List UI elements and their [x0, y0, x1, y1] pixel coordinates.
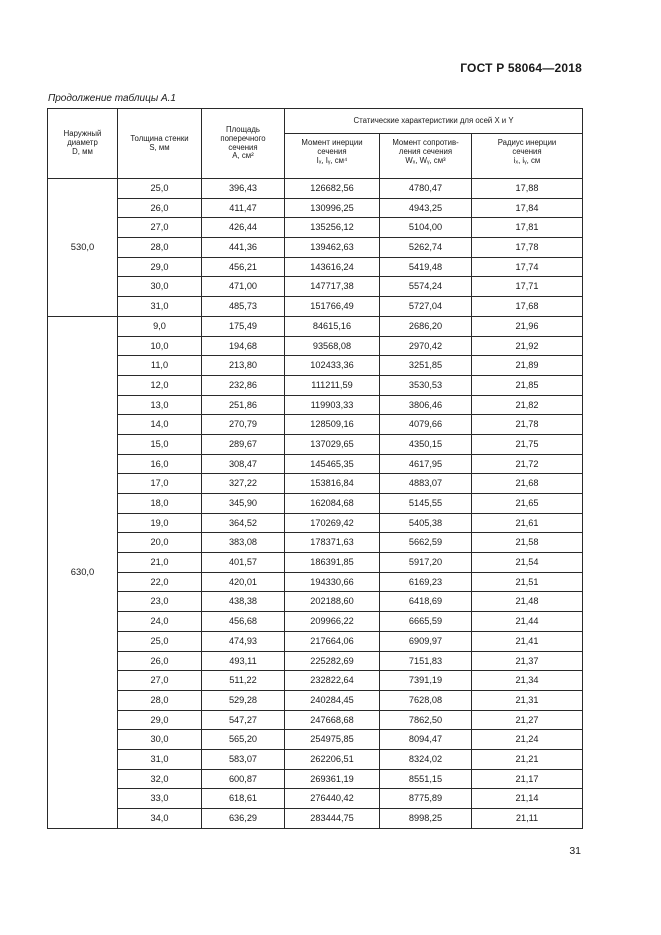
table-row [48, 612, 583, 632]
radius-cell: 21,65 [472, 494, 583, 514]
moment-cell: 4943,25 [380, 198, 472, 218]
area-cell: 364,52 [202, 513, 285, 533]
table-row [48, 671, 583, 691]
thickness-cell: 24,0 [118, 612, 202, 632]
thickness-cell: 22,0 [118, 572, 202, 592]
table-header [48, 109, 583, 179]
area-cell: 289,67 [202, 434, 285, 454]
moment-cell: 5662,59 [380, 533, 472, 553]
area-cell: 270,79 [202, 415, 285, 435]
moment-cell: 6169,23 [380, 572, 472, 592]
inertia-cell: 153816,84 [285, 474, 380, 494]
inertia-cell: 276440,42 [285, 789, 380, 809]
radius-cell: 21,37 [472, 651, 583, 671]
area-cell: 232,86 [202, 375, 285, 395]
radius-cell: 17,74 [472, 257, 583, 277]
inertia-cell: 202188,60 [285, 592, 380, 612]
header-inertia-line3: Iₓ, Iᵧ, см⁴ [316, 155, 348, 165]
area-cell: 411,47 [202, 198, 285, 218]
thickness-cell: 23,0 [118, 592, 202, 612]
moment-cell: 7862,50 [380, 710, 472, 730]
inertia-cell: 143616,24 [285, 257, 380, 277]
area-cell: 426,44 [202, 218, 285, 238]
moment-cell: 5727,04 [380, 297, 472, 317]
header-area-line1: Площадь [226, 124, 260, 134]
header-group-static: Статические характеристики для осей X и Y [285, 109, 583, 134]
table-row [48, 297, 583, 317]
area-cell: 383,08 [202, 533, 285, 553]
header-radius [472, 134, 583, 179]
radius-cell: 21,89 [472, 356, 583, 376]
thickness-cell: 20,0 [118, 533, 202, 553]
table-row [48, 356, 583, 376]
moment-cell: 5574,24 [380, 277, 472, 297]
area-cell: 441,36 [202, 238, 285, 258]
inertia-cell: 194330,66 [285, 572, 380, 592]
radius-cell: 17,71 [472, 277, 583, 297]
area-cell: 636,29 [202, 809, 285, 829]
diameter-cell: 530,0 [48, 179, 118, 317]
area-cell: 345,90 [202, 494, 285, 514]
thickness-cell: 26,0 [118, 198, 202, 218]
thickness-cell: 28,0 [118, 238, 202, 258]
header-thickness-line2: S, мм [149, 142, 170, 152]
header-area-line2: поперечного [220, 133, 266, 143]
table-body [48, 179, 583, 829]
header-moment-line1: Момент сопротив- [392, 138, 459, 147]
area-cell: 251,86 [202, 395, 285, 415]
moment-cell: 8324,02 [380, 749, 472, 769]
table-row [48, 375, 583, 395]
inertia-cell: 178371,63 [285, 533, 380, 553]
moment-cell: 7151,83 [380, 651, 472, 671]
radius-cell: 21,96 [472, 316, 583, 336]
thickness-cell: 12,0 [118, 375, 202, 395]
thickness-cell: 30,0 [118, 730, 202, 750]
area-cell: 456,21 [202, 257, 285, 277]
radius-cell: 21,24 [472, 730, 583, 750]
header-diameter-line1: Наружный [63, 129, 102, 139]
inertia-cell: 247668,68 [285, 710, 380, 730]
moment-cell: 8775,89 [380, 789, 472, 809]
radius-cell: 17,78 [472, 238, 583, 258]
moment-cell: 3530,53 [380, 375, 472, 395]
header-inertia-line1: Момент инерции [301, 138, 363, 147]
moment-cell: 8998,25 [380, 809, 472, 829]
area-cell: 565,20 [202, 730, 285, 750]
inertia-cell: 209966,22 [285, 612, 380, 632]
area-cell: 529,28 [202, 690, 285, 710]
inertia-cell: 225282,69 [285, 651, 380, 671]
moment-cell: 2686,20 [380, 316, 472, 336]
radius-cell: 21,11 [472, 809, 583, 829]
radius-cell: 21,27 [472, 710, 583, 730]
inertia-cell: 217664,06 [285, 631, 380, 651]
moment-cell: 3251,85 [380, 356, 472, 376]
page-number: 31 [569, 845, 581, 857]
inertia-cell: 162084,68 [285, 494, 380, 514]
header-area [202, 109, 285, 179]
table-row [48, 336, 583, 356]
document-id: ГОСТ Р 58064—2018 [460, 61, 582, 75]
inertia-cell: 111211,59 [285, 375, 380, 395]
radius-cell: 21,58 [472, 533, 583, 553]
thickness-cell: 27,0 [118, 671, 202, 691]
moment-cell: 5262,74 [380, 238, 472, 258]
inertia-cell: 130996,25 [285, 198, 380, 218]
table-row [48, 631, 583, 651]
inertia-cell: 147717,38 [285, 277, 380, 297]
radius-cell: 17,84 [472, 198, 583, 218]
area-cell: 493,11 [202, 651, 285, 671]
table-row [48, 749, 583, 769]
area-cell: 194,68 [202, 336, 285, 356]
table-row [48, 238, 583, 258]
table-row [48, 572, 583, 592]
header-thickness [118, 109, 202, 179]
moment-cell: 8094,47 [380, 730, 472, 750]
inertia-cell: 269361,19 [285, 769, 380, 789]
header-diameter-line2: диаметр [67, 138, 98, 148]
area-cell: 438,38 [202, 592, 285, 612]
moment-cell: 4780,47 [380, 179, 472, 199]
table-row [48, 454, 583, 474]
thickness-cell: 25,0 [118, 179, 202, 199]
thickness-cell: 17,0 [118, 474, 202, 494]
data-table [47, 108, 583, 829]
moment-cell: 6665,59 [380, 612, 472, 632]
radius-cell: 21,85 [472, 375, 583, 395]
table-row [48, 592, 583, 612]
inertia-cell: 119903,33 [285, 395, 380, 415]
moment-cell: 5419,48 [380, 257, 472, 277]
inertia-cell: 135256,12 [285, 218, 380, 238]
radius-cell: 21,75 [472, 434, 583, 454]
radius-cell: 17,68 [472, 297, 583, 317]
header-radius-line1: Радиус инерции [497, 138, 557, 147]
radius-cell: 21,92 [472, 336, 583, 356]
inertia-cell: 262206,51 [285, 749, 380, 769]
radius-cell: 17,88 [472, 179, 583, 199]
table-row [48, 198, 583, 218]
area-cell: 471,00 [202, 277, 285, 297]
moment-cell: 4617,95 [380, 454, 472, 474]
inertia-cell: 84615,16 [285, 316, 380, 336]
thickness-cell: 13,0 [118, 395, 202, 415]
moment-cell: 2970,42 [380, 336, 472, 356]
thickness-cell: 14,0 [118, 415, 202, 435]
moment-cell: 5145,55 [380, 494, 472, 514]
radius-cell: 21,34 [472, 671, 583, 691]
moment-cell: 5104,00 [380, 218, 472, 238]
thickness-cell: 10,0 [118, 336, 202, 356]
inertia-cell: 145465,35 [285, 454, 380, 474]
table-row [48, 730, 583, 750]
inertia-cell: 102433,36 [285, 356, 380, 376]
thickness-cell: 18,0 [118, 494, 202, 514]
table-row [48, 415, 583, 435]
table-row [48, 553, 583, 573]
moment-cell: 5917,20 [380, 553, 472, 573]
area-cell: 420,01 [202, 572, 285, 592]
table-row [48, 789, 583, 809]
thickness-cell: 31,0 [118, 297, 202, 317]
header-radius-line2: сечения [512, 146, 542, 156]
table-row [48, 710, 583, 730]
table-row [48, 434, 583, 454]
table-row [48, 651, 583, 671]
area-cell: 583,07 [202, 749, 285, 769]
thickness-cell: 32,0 [118, 769, 202, 789]
header-radius-line3: iₓ, iᵧ, см [513, 155, 541, 165]
header-inertia-line2: сечения [317, 146, 347, 156]
table-row [48, 533, 583, 553]
moment-cell: 8551,15 [380, 769, 472, 789]
header-area-line3: сечения [228, 142, 258, 152]
header-diameter-line3: D, мм [72, 146, 93, 156]
radius-cell: 21,21 [472, 749, 583, 769]
table-caption: Продолжение таблицы А.1 [48, 93, 176, 104]
moment-cell: 6909,97 [380, 631, 472, 651]
header-inertia [285, 134, 380, 179]
radius-cell: 21,61 [472, 513, 583, 533]
moment-cell: 3806,46 [380, 395, 472, 415]
thickness-cell: 31,0 [118, 749, 202, 769]
header-moment-line2: ления сечения [398, 146, 453, 156]
inertia-cell: 139462,63 [285, 238, 380, 258]
radius-cell: 21,78 [472, 415, 583, 435]
thickness-cell: 16,0 [118, 454, 202, 474]
table-row [48, 474, 583, 494]
thickness-cell: 9,0 [118, 316, 202, 336]
thickness-cell: 15,0 [118, 434, 202, 454]
thickness-cell: 29,0 [118, 710, 202, 730]
inertia-cell: 240284,45 [285, 690, 380, 710]
table-row [48, 395, 583, 415]
area-cell: 511,22 [202, 671, 285, 691]
thickness-cell: 30,0 [118, 277, 202, 297]
area-cell: 600,87 [202, 769, 285, 789]
inertia-cell: 126682,56 [285, 179, 380, 199]
thickness-cell: 33,0 [118, 789, 202, 809]
inertia-cell: 128509,16 [285, 415, 380, 435]
area-cell: 401,57 [202, 553, 285, 573]
radius-cell: 17,81 [472, 218, 583, 238]
area-cell: 618,61 [202, 789, 285, 809]
moment-cell: 5405,38 [380, 513, 472, 533]
header-diameter [48, 109, 118, 179]
moment-cell: 7391,19 [380, 671, 472, 691]
radius-cell: 21,68 [472, 474, 583, 494]
inertia-cell: 137029,65 [285, 434, 380, 454]
thickness-cell: 29,0 [118, 257, 202, 277]
table-row [48, 809, 583, 829]
header-moment [380, 134, 472, 179]
inertia-cell: 254975,85 [285, 730, 380, 750]
area-cell: 175,49 [202, 316, 285, 336]
area-cell: 327,22 [202, 474, 285, 494]
inertia-cell: 283444,75 [285, 809, 380, 829]
area-cell: 456,68 [202, 612, 285, 632]
inertia-cell: 151766,49 [285, 297, 380, 317]
table-row [48, 494, 583, 514]
area-cell: 485,73 [202, 297, 285, 317]
area-cell: 308,47 [202, 454, 285, 474]
thickness-cell: 25,0 [118, 631, 202, 651]
moment-cell: 4350,15 [380, 434, 472, 454]
moment-cell: 4883,07 [380, 474, 472, 494]
area-cell: 213,80 [202, 356, 285, 376]
radius-cell: 21,44 [472, 612, 583, 632]
header-moment-line3: Wₓ, Wᵧ, см³ [405, 155, 446, 165]
inertia-cell: 93568,08 [285, 336, 380, 356]
moment-cell: 7628,08 [380, 690, 472, 710]
thickness-cell: 21,0 [118, 553, 202, 573]
radius-cell: 21,48 [472, 592, 583, 612]
area-cell: 474,93 [202, 631, 285, 651]
radius-cell: 21,17 [472, 769, 583, 789]
moment-cell: 6418,69 [380, 592, 472, 612]
diameter-cell: 630,0 [48, 316, 118, 828]
inertia-cell: 186391,85 [285, 553, 380, 573]
area-cell: 396,43 [202, 179, 285, 199]
header-thickness-line1: Толщина стенки [130, 133, 189, 143]
table-row [48, 257, 583, 277]
table-row [48, 277, 583, 297]
thickness-cell: 27,0 [118, 218, 202, 238]
radius-cell: 21,82 [472, 395, 583, 415]
table-row [48, 690, 583, 710]
area-cell: 547,27 [202, 710, 285, 730]
radius-cell: 21,51 [472, 572, 583, 592]
table-row [48, 218, 583, 238]
table-row [48, 513, 583, 533]
radius-cell: 21,31 [472, 690, 583, 710]
thickness-cell: 34,0 [118, 809, 202, 829]
table-row [48, 316, 583, 336]
radius-cell: 21,54 [472, 553, 583, 573]
inertia-cell: 170269,42 [285, 513, 380, 533]
thickness-cell: 28,0 [118, 690, 202, 710]
header-area-line4: А, см² [232, 151, 254, 161]
inertia-cell: 232822,64 [285, 671, 380, 691]
radius-cell: 21,72 [472, 454, 583, 474]
radius-cell: 21,41 [472, 631, 583, 651]
thickness-cell: 19,0 [118, 513, 202, 533]
radius-cell: 21,14 [472, 789, 583, 809]
thickness-cell: 11,0 [118, 356, 202, 376]
thickness-cell: 26,0 [118, 651, 202, 671]
table-row [48, 769, 583, 789]
moment-cell: 4079,66 [380, 415, 472, 435]
table-row [48, 179, 583, 199]
